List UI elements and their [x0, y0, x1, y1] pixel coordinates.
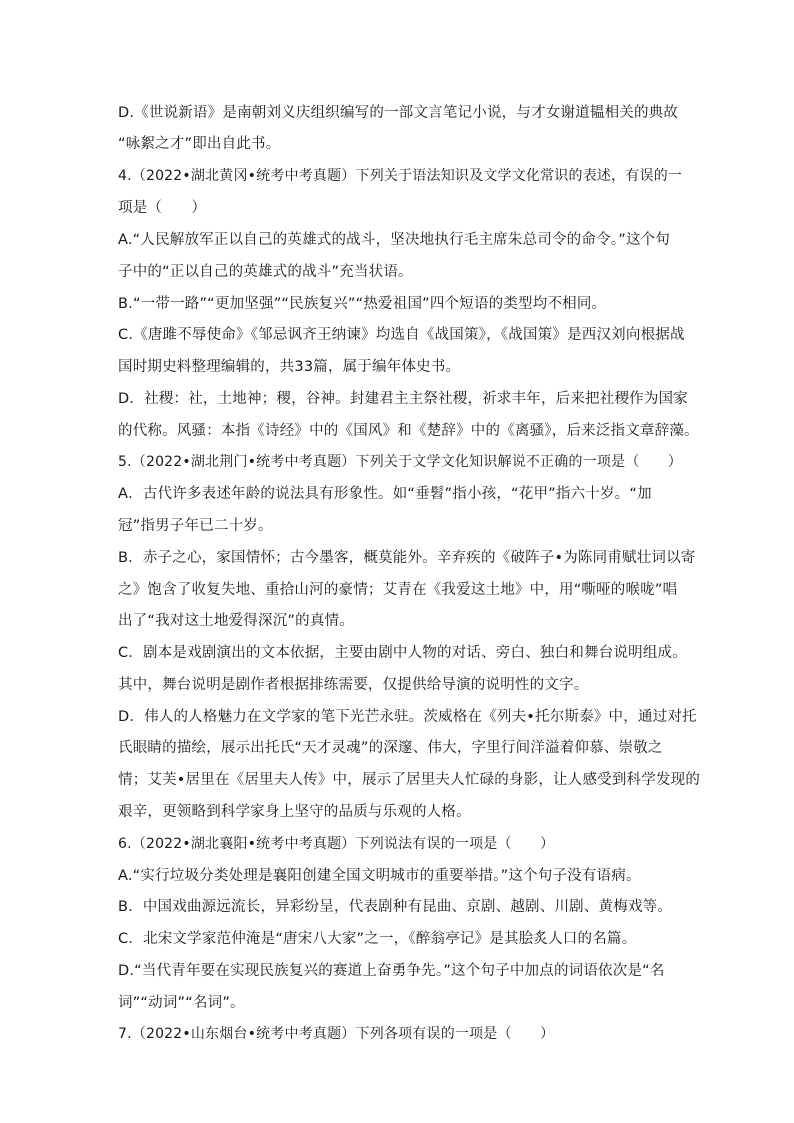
- text-line: D.“当代青年要在实现民族复兴的赛道上奋勇争先。”这个句子中加点的词语依次是“名: [118, 963, 665, 979]
- text-line: 冠”指男子年已二十岁。: [118, 518, 273, 534]
- text-line: A.“人民解放军正以自己的英雄式的战斗，坚决地执行毛主席朱总司令的命令。”这个句: [118, 232, 671, 248]
- text-line: “咏絮之才”即出自此书。: [118, 136, 281, 152]
- question-6-stem: 6.（2022•湖北襄阳•统考中考真题）下列说法有误的一项是（ ）: [118, 836, 555, 852]
- text-line: D.《世说新语》是南朝刘义庆组织编写的一部文言笔记小说，与才女谢道韫相关的典故: [118, 105, 679, 121]
- text-line: A．古代许多表述年龄的说法具有形象性。如“垂髫”指小孩，“花甲”指六十岁。“加: [118, 486, 652, 502]
- text-line: D．伟人的人格魅力在文学家的笔下光芒永驻。茨威格在《列夫•托尔斯泰》中，通过对托: [118, 709, 697, 725]
- text-line: B．中国戏曲源远流长，异彩纷呈，代表剧种有昆曲、京剧、越剧、川剧、黄梅戏等。: [118, 899, 673, 915]
- text-line: C.《唐雎不辱使命》《邹忌讽齐王纳谏》均选自《战国策》，《战国策》是西汉刘向根据战: [118, 327, 685, 343]
- text-line: B.“一带一路”“更加坚强”“民族复兴”“热爱祖国”四个短语的类型均不相同。: [118, 296, 607, 312]
- text-line: A.“实行垃圾分类处理是襄阳创建全国文明城市的重要举措。”这个句子没有语病。: [118, 868, 641, 884]
- text-line: D．社稷：社，土地神；稷，谷神。封建君主主祭社稷，祈求丰年，后来把社稷作为国家: [118, 391, 688, 407]
- text-line: 氏眼睛的描绘，展示出托氏“天才灵魂”的深邃、伟大，字里行间洋溢着仰慕、崇敬之: [118, 740, 663, 756]
- question-7-stem: 7.（2022•山东烟台•统考中考真题）下列各项有误的一项是（ ）: [118, 1026, 555, 1042]
- text-line: 其中，舞台说明是剧作者根据排练需要，仅提供给导演的说明性的文字。: [118, 677, 589, 693]
- question-5-stem: 5.（2022•湖北荆门•统考中考真题）下列关于文学文化知识解说不正确的一项是（ ）: [118, 454, 683, 470]
- text-line: 出了“我对这土地爱得深沉”的真情。: [118, 613, 354, 629]
- text-line: 艰辛，更领略到科学家身上坚守的品质与乐观的人格。: [118, 804, 471, 820]
- text-line: 词”“动词”“名词”。: [118, 995, 245, 1011]
- text-line: 的代称。风骚：本指《诗经》中的《国风》和《楚辞》中的《离骚》，后来泛指文章辞藻。: [118, 423, 699, 439]
- question-4-stem: 4.（2022•湖北黄冈•统考中考真题）下列关于语法知识及文学文化常识的表述，有误的一: [118, 168, 683, 184]
- text-line: 之》饱含了收复失地、重拾山河的豪情；艾青在《我爱这土地》中，用“嘶哑的喉咙”唱: [118, 582, 678, 598]
- text-line: 项是（ ）: [118, 200, 207, 216]
- text-line: C．剧本是戏剧演出的文本依据，主要由剧中人物的对话、旁白、独白和舞台说明组成。: [118, 645, 687, 661]
- text-line: 子中的“正以自己的英雄式的战斗”充当状语。: [118, 264, 413, 280]
- text-line: B．赤子之心，家国情怀；古今墨客，概莫能外。辛弃疾的《破阵子•为陈同甫赋壮词以寄: [118, 550, 696, 566]
- text-line: 国时期史料整理编辑的，共33篇，属于编年体史书。: [118, 359, 461, 375]
- text-line: C．北宋文学家范仲淹是“唐宋八大家”之一，《醉翁亭记》是其脍炙人口的名篇。: [118, 931, 637, 947]
- text-line: 情；艾芙•居里在《居里夫人传》中，展示了居里夫人忙碌的身影，让人感受到科学发现的: [118, 772, 701, 788]
